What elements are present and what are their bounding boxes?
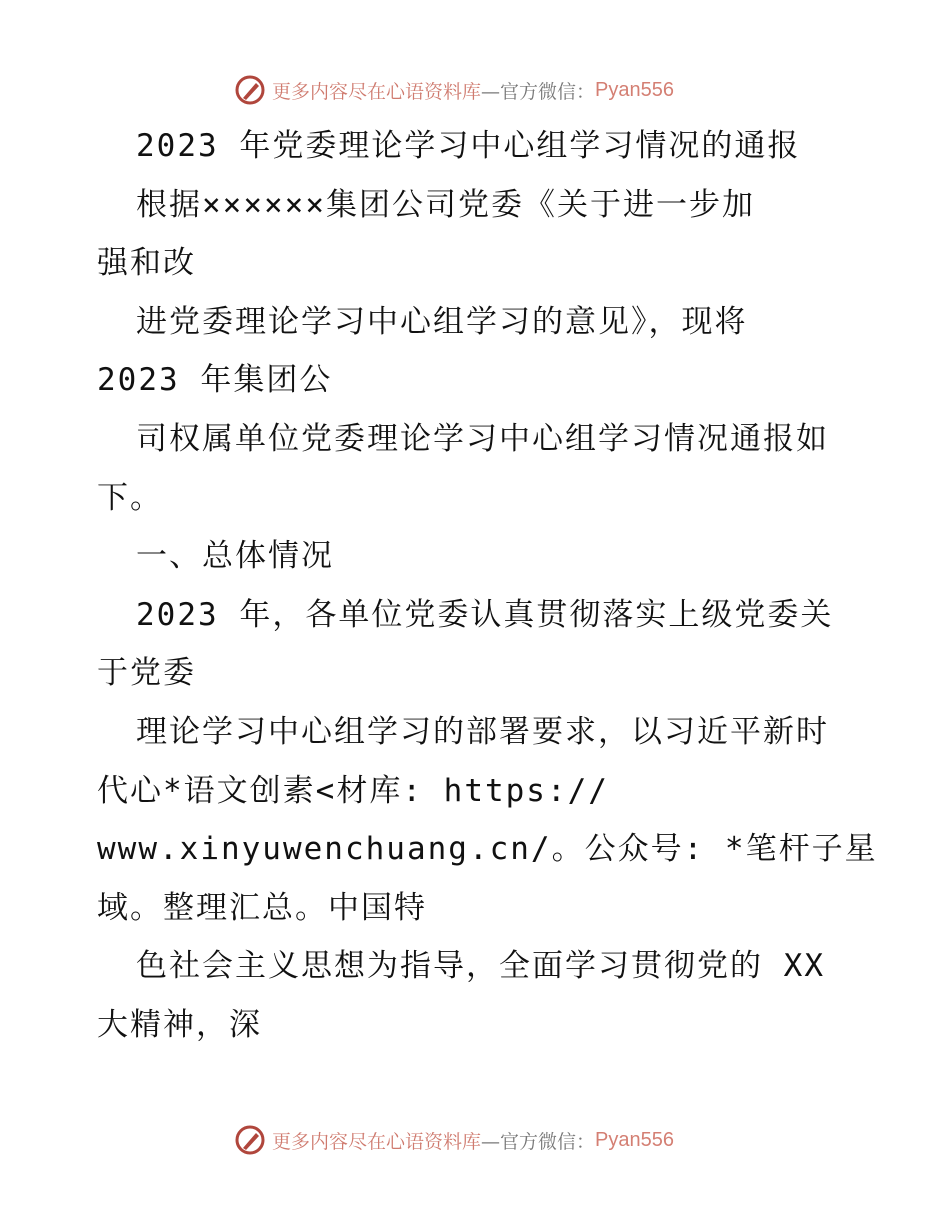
text-line: 域。整理汇总。中国特: [97, 889, 427, 926]
text-line: 一、总体情况: [136, 538, 334, 575]
banner-dash-text: —官方微信：: [481, 1130, 596, 1153]
text-line: 司权属单位党委理论学习中心组学习情况通报如: [136, 420, 829, 457]
banner-wechat-id: Pyan556: [595, 78, 674, 101]
text-line: 根据××××××集团公司党委《关于进一步加: [136, 186, 755, 223]
text-line: 于党委: [97, 655, 196, 692]
pen-logo-icon: [234, 74, 266, 106]
banner-dash-text: —官方微信：: [481, 80, 596, 103]
text-line: 理论学习中心组学习的部署要求，以习近平新时: [136, 713, 829, 750]
text-line: 色社会主义思想为指导，全面学习贯彻党的 XX: [136, 948, 825, 985]
document-title: 2023 年党委理论学习中心组学习情况的通报: [136, 128, 801, 164]
banner-wechat-id: Pyan556: [595, 1128, 674, 1151]
text-line: 强和改: [97, 245, 196, 282]
header-watermark-banner: [234, 70, 674, 110]
text-line: 2023 年集团公: [97, 362, 333, 399]
banner-main-text: 更多内容尽在心语资料库: [272, 1130, 482, 1153]
banner-main-text: 更多内容尽在心语资料库: [272, 80, 482, 103]
text-line: 下。: [97, 479, 163, 516]
text-line: 进党委理论学习中心组学习的意见》，现将: [136, 303, 748, 340]
pen-logo-icon: [234, 1124, 266, 1156]
footer-watermark-banner: [234, 1120, 674, 1160]
document-body: [97, 122, 877, 1060]
text-line: 代心*语文创素<材库: https://: [97, 772, 609, 809]
text-line: 大精神，深: [97, 1006, 262, 1043]
text-line: www.xinyuwenchuang.cn/。公众号: *笔杆子星: [97, 831, 878, 868]
text-line: 2023 年，各单位党委认真贯彻落实上级党委关: [136, 596, 834, 633]
